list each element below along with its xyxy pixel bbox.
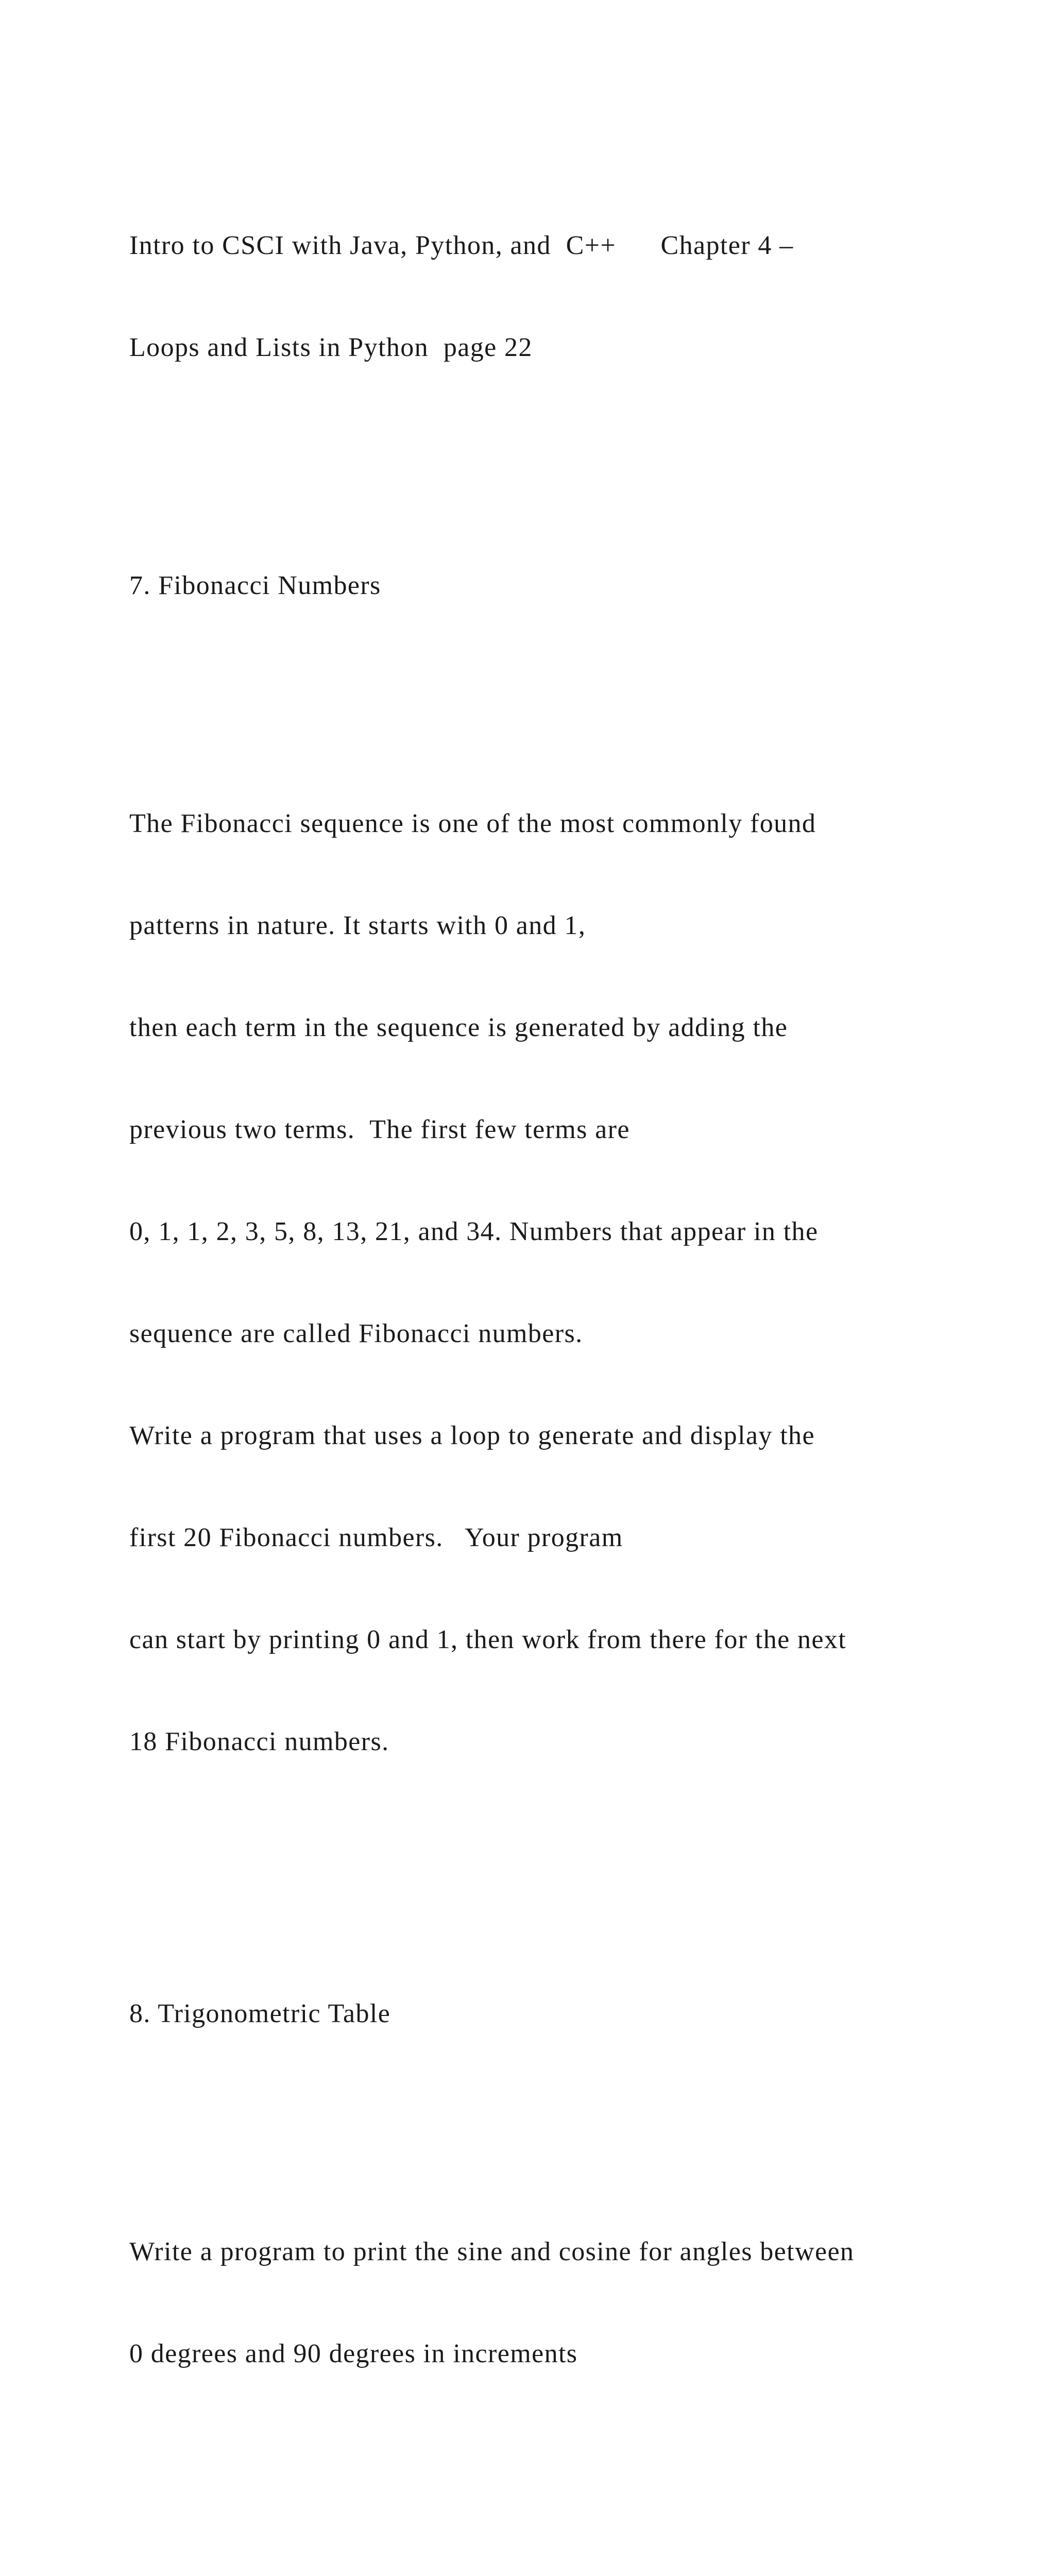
section-7-line: sequence are called Fibonacci numbers. — [129, 1319, 583, 1348]
blank-line — [129, 2099, 979, 2133]
header-line-1: Intro to CSCI with Java, Python, and C++ Chapter 4 – — [129, 231, 794, 260]
section-7-line: can start by printing 0 and 1, then work from there for the next — [129, 1625, 847, 1654]
section-8-line: 0 degrees and 90 degrees in increments — [129, 2339, 578, 2368]
section-7-line: 0, 1, 1, 2, 3, 5, 8, 13, 21, and 34. Numbers that appear in the — [129, 1217, 819, 1246]
section-7-line: patterns in nature. It starts with 0 and 1, — [129, 911, 586, 940]
blank-lines — [129, 1827, 979, 1895]
section-8-heading: 8. Trigonometric Table — [129, 1999, 391, 2028]
section-7-heading: 7. Fibonacci Numbers — [129, 571, 381, 600]
section-8-line: Write a program to print the sine and cosine for angles between — [129, 2237, 855, 2266]
document-body — [129, 161, 979, 2576]
blank-line — [129, 671, 979, 705]
section-7-line: 18 Fibonacci numbers. — [129, 1727, 389, 1756]
section-7-line: Write a program that uses a loop to generate and display the — [129, 1421, 815, 1450]
header-line-2: Loops and Lists in Python page 22 — [129, 333, 533, 362]
section-7-line: The Fibonacci sequence is one of the most commonly found — [129, 809, 816, 838]
blank-line — [129, 433, 979, 467]
section-7-line: then each term in the sequence is generated by adding the — [129, 1013, 788, 1042]
section-7-line: previous two terms. The first few terms are — [129, 1115, 630, 1144]
section-7-line: first 20 Fibonacci numbers. Your program — [129, 1523, 623, 1552]
section-8-line — [129, 2575, 979, 2576]
blank-line — [129, 2439, 979, 2473]
